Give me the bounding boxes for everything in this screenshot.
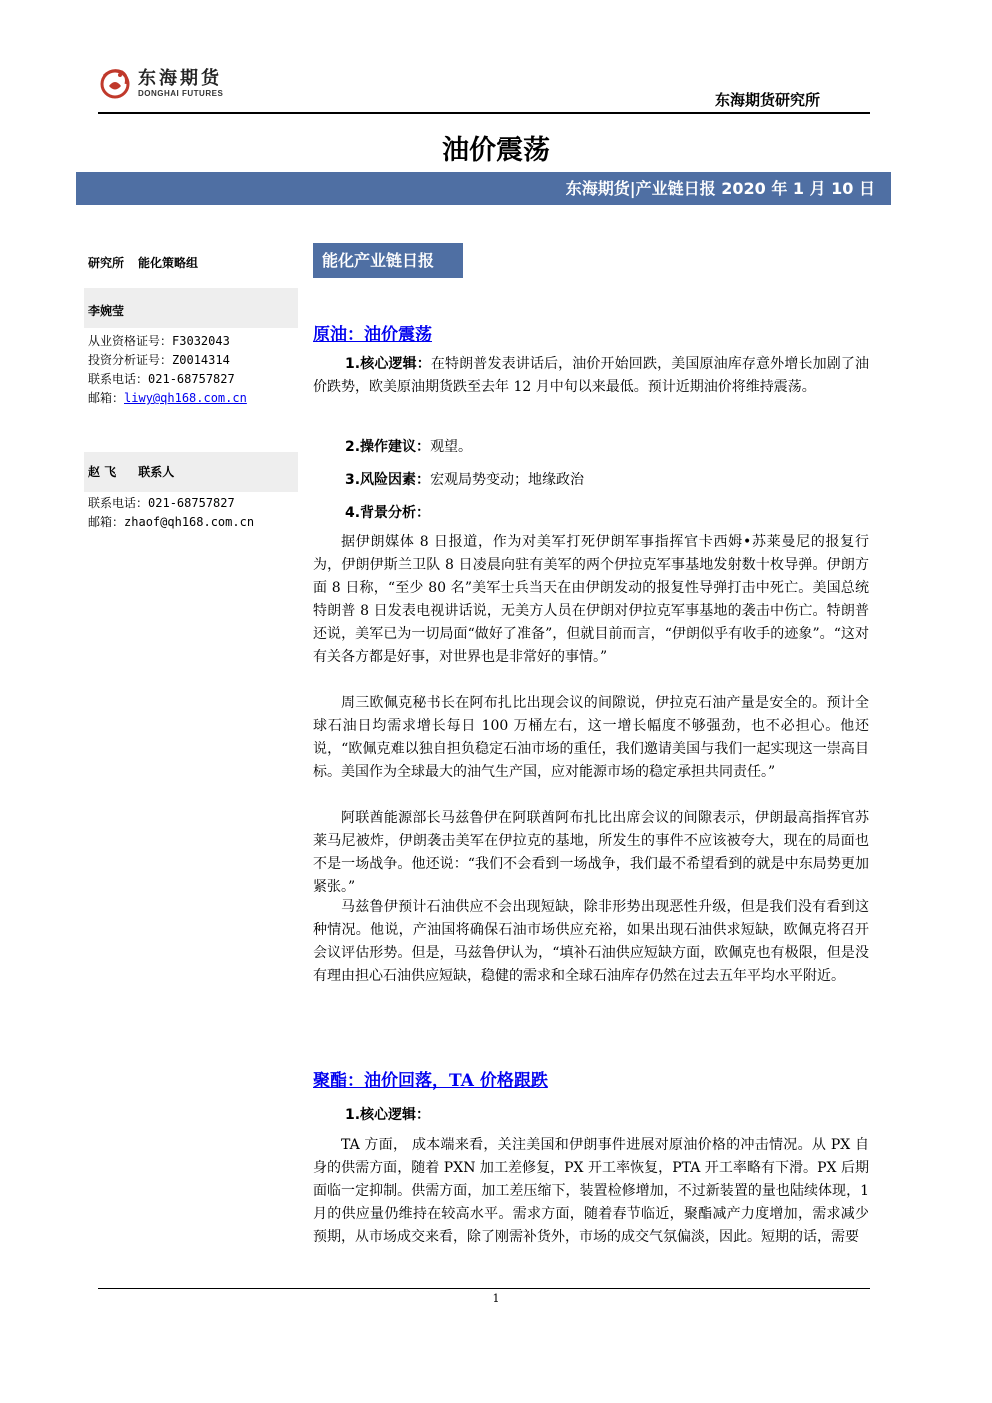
analyst1-license xyxy=(88,332,230,349)
analyst1-invest-license xyxy=(88,351,230,368)
info-label: 投资分析证号： xyxy=(88,353,173,367)
info-value: Z0014314 xyxy=(172,353,230,367)
info-label: 从业资格证号： xyxy=(88,334,173,348)
analyst1-name: 李婉莹 xyxy=(88,304,125,318)
analyst2-name-row xyxy=(88,463,196,480)
crude-op-label: 2.操作建议： xyxy=(345,439,431,455)
dragon-logo-icon xyxy=(98,66,132,100)
department-label xyxy=(88,254,212,271)
info-label: 联系电话： xyxy=(88,372,149,386)
crude-bg-paragraph-3: 阿联酋能源部长马兹鲁伊在阿联酋阿布扎比出席会议的间隙表示，伊朗最高指挥官苏莱马尼被炸，伊朗袭击美军在伊拉克的基地，所发生的事件不应该被夸大，现在的局面也不是一场战争。他还说：“我们不会看到一场战争，我们最不希望看到的就是中东局势更加紧张。” xyxy=(313,810,869,895)
crude-op-text: 观望。 xyxy=(430,439,473,455)
page-number: 1 xyxy=(492,1292,500,1305)
polyester-logic-item xyxy=(345,1104,430,1124)
analyst1-email xyxy=(88,389,247,406)
logo-english-text: DONGHAI FUTURES xyxy=(138,88,224,98)
crude-logic-label: 1.核心逻辑： xyxy=(345,356,431,372)
crude-operation-item xyxy=(345,436,472,456)
polyester-logic-label: 1.核心逻辑： xyxy=(345,1107,431,1123)
analyst1-email-link[interactable]: liwy@qh168.com.cn xyxy=(124,391,247,405)
analyst2-phone xyxy=(88,494,235,511)
info-label: 邮箱： xyxy=(88,391,125,405)
crude-bg-label: 4.背景分析： xyxy=(345,505,431,521)
polyester-heading-link[interactable]: 聚酯：油价回落，TA 价格跟跌 xyxy=(313,1071,548,1091)
info-value: 021-68757827 xyxy=(148,372,235,386)
crude-risk-label: 3.风险因素： xyxy=(345,472,431,488)
analyst1-phone xyxy=(88,370,235,387)
report-title: 油价震荡 xyxy=(442,135,550,166)
polyester-paragraph: TA 方面， 成本端来看，关注美国和伊朗事件进展对原油价格的冲击情况。从 PX 自身的供需方面，随着 PXN 加工差修复，PX 开工率恢复，PTA 开工率略有下滑。PX 后期面临一定抑制。供需方面，加工差压缩下，装置检修增加，不过新装置的量也陆续体现，1 月的供应量仍维持在较高水平。需求方面，随着春节临近，聚酯减产力度增加，需求减少预期，从市场成交来看，除了刚需补货外，市场的成交气氛偏淡，因此。短期的话，需要 xyxy=(313,1137,869,1245)
dept-part-2: 能化策略组 xyxy=(138,256,199,270)
crude-risk-text: 宏观局势变动；地缘政治 xyxy=(430,472,585,488)
crude-logic-text: 在特朗普发表讲话后，油价开始回跌，美国原油库存意外增长加剧了油价跌势，欧美原油期货跌至去年 12 月中旬以来最低。预计近期油价将维持震荡。 xyxy=(313,356,870,395)
company-logo xyxy=(98,66,223,100)
crude-risk-item xyxy=(345,469,584,489)
footer-divider xyxy=(98,1288,870,1289)
crude-bg-paragraph-4: 马兹鲁伊预计石油供应不会出现短缺，除非形势出现恶性升级，但是我们没有看到这种情况。他说，产油国将确保石油市场供应充裕，如果出现石油供求短缺，欧佩克将召开会议评估形势。但是，马兹鲁伊认为，“填补石油供应短缺方面，欧佩克也有极限，但是没有理由担心石油供应短缺，稳健的需求和全球石油库存仍然在过去五年平均水平附近。 xyxy=(313,899,869,984)
dept-part-1: 研究所 xyxy=(88,256,125,270)
analyst2-email xyxy=(88,513,254,530)
info-label: 联系电话： xyxy=(88,496,149,510)
section-tag: 能化产业链日报 xyxy=(313,243,463,278)
analyst2-role: 联系人 xyxy=(138,465,175,479)
report-date-band: 东海期货|产业链日报 2020 年 1 月 10 日 xyxy=(76,172,891,205)
header-divider xyxy=(98,112,870,114)
crude-logic-paragraph xyxy=(313,353,869,399)
institute-name: 东海期货研究所 xyxy=(714,91,820,109)
crude-background-item xyxy=(345,502,430,522)
analyst2-name: 赵 飞 xyxy=(88,465,117,479)
info-value: zhaof@qh168.com.cn xyxy=(124,515,255,529)
info-value: F3032043 xyxy=(172,334,230,348)
logo-chinese-text: 东海期货 xyxy=(138,67,222,89)
info-value: 021-68757827 xyxy=(148,496,235,510)
info-label: 邮箱： xyxy=(88,515,125,529)
crude-bg-paragraph-2: 周三欧佩克秘书长在阿布扎比出现会议的间隙说，伊拉克石油产量是安全的。预计全球石油日均需求增长每日 100 万桶左右，这一增长幅度不够强劲，也不必担心。他还说，“欧佩克难以独自担负稳定石油市场的重任，我们邀请美国与我们一起实现这一崇高目标。美国作为全球最大的油气生产国，应对能源市场的稳定承担共同责任。” xyxy=(313,695,869,780)
crude-oil-heading-link[interactable]: 原油：油价震荡 xyxy=(313,325,432,345)
crude-bg-paragraph-1: 据伊朗媒体 8 日报道，作为对美军打死伊朗军事指挥官卡西姆•苏莱曼尼的报复行为，伊朗伊斯兰卫队 8 日凌晨向驻有美军的两个伊拉克军事基地发射数十枚导弹。伊朗方面 8 日称，“至少 80 名”美军士兵当天在由伊朗发动的报复性导弹打击中死亡。美国总统特朗普 8 日发表电视讲话说，无美方人员在伊朗对伊拉克军事基地的袭击中伤亡。特朗普还说，美军已为一切局面“做好了准备”，但就目前而言，“伊朗似乎有收手的迹象”。“这对有关各方都是好事，对世界也是非常好的事情。” xyxy=(313,534,869,665)
